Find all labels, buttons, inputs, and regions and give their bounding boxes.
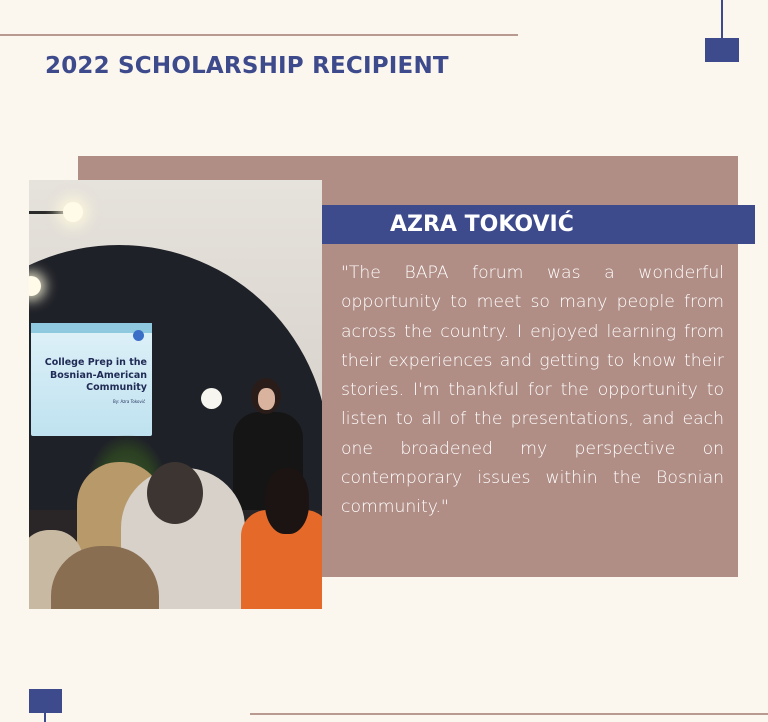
slide-title: College Prep in the Bosnian-American Community xyxy=(44,357,147,393)
recipient-name: AZRA TOKOVIĆ xyxy=(390,212,574,237)
slide-byline: By: Azra Toković xyxy=(113,399,146,404)
decorative-vertical-line xyxy=(721,0,723,40)
page-title: 2022 SCHOLARSHIP RECIPIENT xyxy=(45,53,449,79)
decorative-square-bottom xyxy=(29,689,62,713)
event-photo xyxy=(29,180,322,609)
decorative-line-bottom xyxy=(44,713,46,722)
bottom-divider-line xyxy=(250,713,768,715)
recipient-quote: "The BAPA forum was a wonderful opportunity to meet so many people from across the country. I enjoyed learning from their experiences and getting to know their stories. I'm thankful for the opportunity to listen to all of the presentations, and each one broadened my perspective on contemporary issues within the Bosnian community." xyxy=(341,263,724,518)
presentation-screen xyxy=(31,323,152,436)
decorative-square xyxy=(705,38,739,62)
top-divider-line xyxy=(0,34,518,36)
